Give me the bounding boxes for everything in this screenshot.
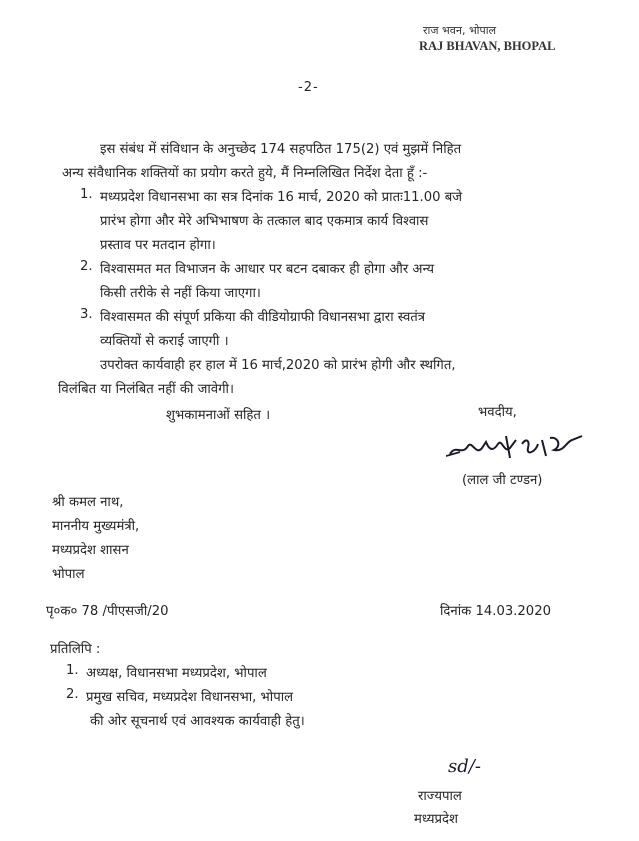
handwritten-signature [446,426,596,466]
letterhead-hindi: राज भवन, भोपाल [423,24,497,37]
directive-number: 2. [80,259,93,274]
directive-line: प्रस्ताव पर मतदान होगा। [100,238,216,253]
wishes: शुभकामनाओं सहित । [166,408,271,423]
addressee-line: भोपाल [52,567,85,582]
copy-item-text: प्रमुख सचिव, मध्यप्रदेश विधानसभा, भोपाल [86,690,294,705]
closing-line-1: उपरोक्त कार्यवाही हर हाल में 16 मार्च,2020 को प्रारंभ होगी और स्थगित, [100,358,456,373]
intro-line-2: अन्य संवैधानिक शक्तियों का प्रयोग करते हुये, मैं निम्नलिखित निर्देश देता हूँ :- [62,166,428,181]
governor-title: राज्यपाल [418,789,462,804]
directive-line: मध्यप्रदेश विधानसभा का सत्र दिनांक 16 मार्च, 2020 को प्रातः11.00 बजे [100,190,463,205]
directive-line: विश्वासमत की संपूर्ण प्रकिया की वीडियोग्राफी विधानसभा द्वारा स्वतंत्र [100,310,426,325]
copy-item-number: 2. [66,687,79,702]
governor-state: मध्यप्रदेश [414,812,458,827]
sign-off: भवदीय, [478,405,517,420]
letter-date: दिनांक 14.03.2020 [440,604,551,619]
intro-line-1: इस संबंध में संविधान के अनुच्छेद 174 सहपठित 175(2) एवं मुझमें निहित [100,142,462,157]
closing-line-2: विलंबित या निलंबित नहीं की जावेगी। [58,382,234,397]
copy-to-heading: प्रतिलिपि : [50,642,101,657]
addressee-line: श्री कमल नाथ, [52,495,124,510]
copy-item-number: 1. [66,663,79,678]
reference-number: पृ०क० 78 /पीएसजी/20 [46,604,169,619]
letterhead-english: RAJ BHAVAN, BHOPAL [419,39,556,53]
page-number: -2- [298,80,319,95]
addressee-line: मध्यप्रदेश शासन [52,543,129,558]
sd-signature: sd/- [448,756,481,777]
directive-line: विश्वासमत मत विभाजन के आधार पर बटन दबाकर ही होगा और अन्य [100,262,435,277]
directive-number: 3. [80,307,93,322]
addressee-line: माननीय मुख्यमंत्री, [52,519,140,534]
directive-number: 1. [80,187,93,202]
copy-item-text: अध्यक्ष, विधानसभा मध्यप्रदेश, भोपाल [86,666,267,681]
directive-line: प्रारंभ होगा और मेरे अभिभाषण के तत्काल बाद एकमात्र कार्य विश्वास [100,214,429,229]
copy-purpose: की ओर सूचनार्थ एवं आवश्यक कार्यवाही हेतु। [90,714,305,729]
directive-line: व्यक्तियों से कराई जाएगी । [100,334,229,349]
signatory-name: (लाल जी टण्डन) [462,473,543,488]
directive-line: किसी तरीके से नहीं किया जाएगा। [100,286,261,301]
